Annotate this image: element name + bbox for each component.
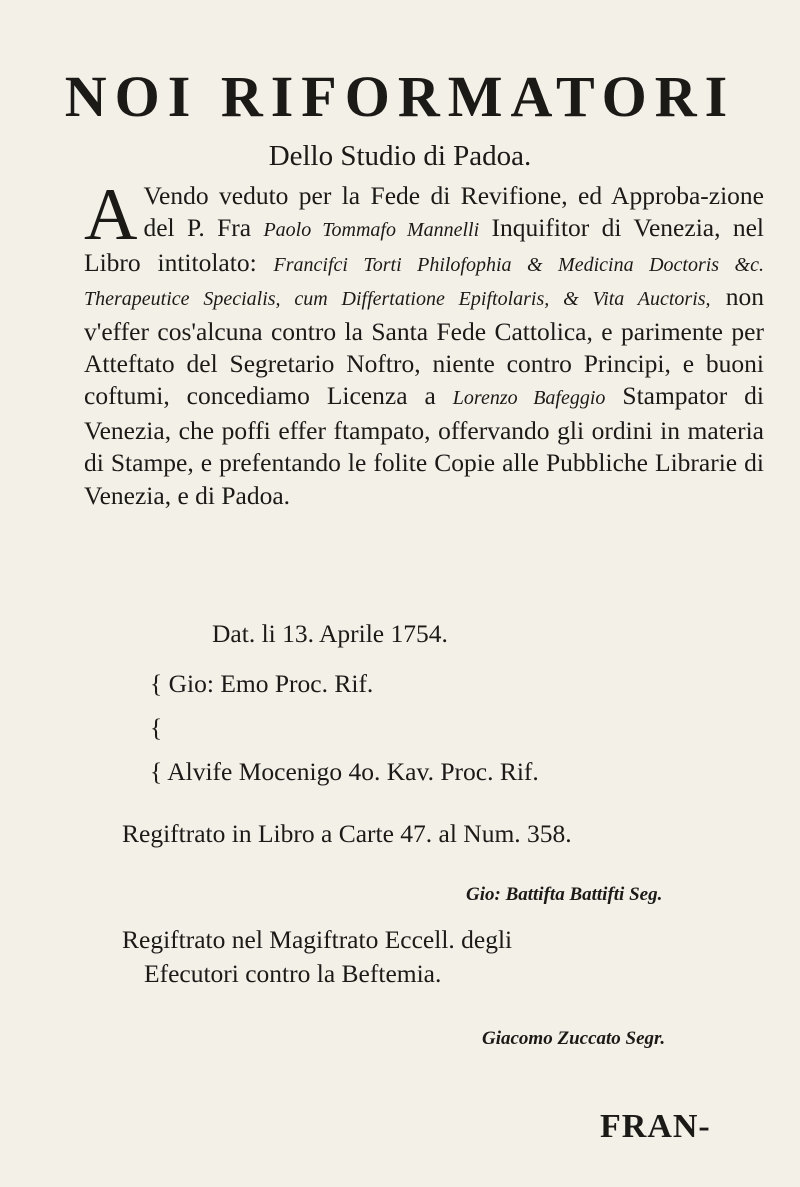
catchword: FRAN- <box>600 1108 711 1145</box>
page-subtitle: Dello Studio di Padoa. <box>268 140 532 172</box>
signatory-mocenigo: { Alvife Mocenigo 4o. Kav. Proc. Rif. <box>150 757 539 786</box>
secretary-signature-1: Gio: Battifta Battifti Seg. <box>466 884 663 905</box>
book-title: Francifci Torti Philofophia & Medicina Doctoris &c. Therapeutice Specialis, cum Differtatione Epiftolaris, & Vita Auctoris, <box>84 253 764 311</box>
body-text-4: Stampator di Venezia, che poffi effer ftampato, offervando gli ordini in materia di Stampe, e prefentando le folite Copie alle Pubbliche Librarie di Venezia, e di Padoa. <box>84 381 765 510</box>
censor-name: Paolo Tommafo Mannelli <box>263 219 480 242</box>
drop-cap: A <box>84 174 138 256</box>
registration-line-2a: Regiftrato nel Magiftrato Eccell. degli <box>122 925 513 954</box>
body-text-2: Inquifitor di Venezia, nel Libro intitolato: <box>84 213 764 277</box>
registration-line-2b: Efecutori contro la Beftemia. <box>144 959 442 988</box>
printer-name: Lorenzo Bafeggio <box>452 387 606 410</box>
body-text-3: non v'effer cos'alcuna contro la Santa Fede Cattolica, e parimente per Atteftato del Segretario Noftro, niente contro Principi, e buoni coftumi, concediamo Licenza a <box>84 282 764 411</box>
license-paragraph <box>84 174 765 512</box>
body-text-1: Vendo veduto per la Fede di Revifione, ed Approba-zione del P. Fra <box>143 181 764 243</box>
brace-mark: { <box>150 713 163 742</box>
signatory-emo: { Gio: Emo Proc. Rif. <box>150 669 374 698</box>
date-line: Dat. li 13. Aprile 1754. <box>212 619 448 648</box>
page-title: NOI RIFORMATORI <box>64 64 736 129</box>
secretary-signature-2: Giacomo Zuccato Segr. <box>482 1028 666 1049</box>
registration-line: Regiftrato in Libro a Carte 47. al Num. 358. <box>122 819 572 848</box>
